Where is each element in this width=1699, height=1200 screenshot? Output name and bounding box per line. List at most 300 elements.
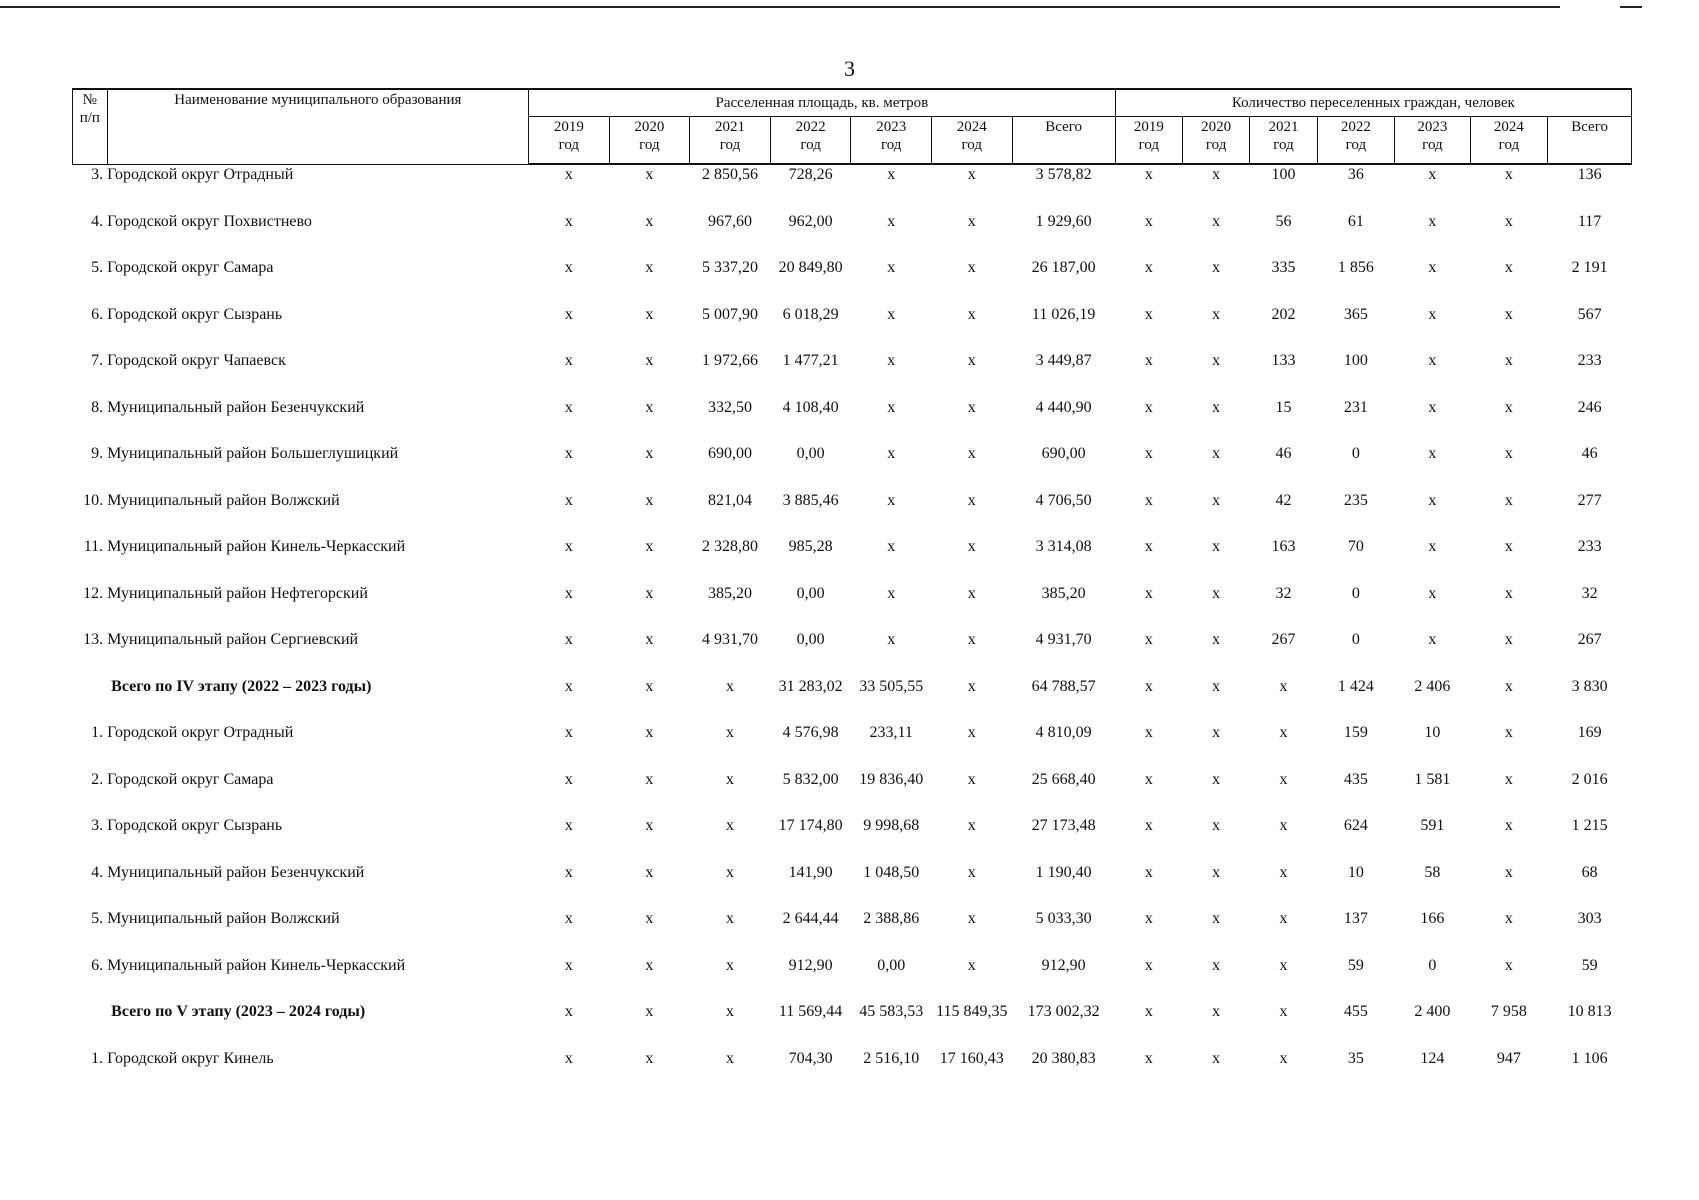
area-cell: х xyxy=(726,770,734,788)
area-cell: 4 440,90 xyxy=(1035,398,1092,416)
people-cell: х xyxy=(1504,584,1513,602)
people-cell: 246 xyxy=(1577,398,1602,416)
area-cell: 33 505,55 xyxy=(859,677,924,695)
header-area-total: Всего xyxy=(1012,117,1115,165)
table-row xyxy=(73,305,1632,352)
area-cell: х xyxy=(967,259,976,276)
area-cell: х xyxy=(645,770,654,788)
people-cell: 231 xyxy=(1343,398,1368,416)
people-cell: 435 xyxy=(1343,770,1368,788)
people-cell: х xyxy=(1212,910,1221,927)
people-cell: х xyxy=(1144,863,1153,881)
people-cell: 100 xyxy=(1343,352,1368,369)
area-cell: х xyxy=(967,910,976,927)
area-cell: 1 190,40 xyxy=(1035,863,1092,881)
table-row xyxy=(73,816,1632,863)
people-cell: 42 xyxy=(1275,491,1292,509)
header-area-year: 2024 год xyxy=(931,117,1012,165)
table-row xyxy=(73,1049,1632,1096)
people-cell: 32 xyxy=(1581,584,1598,602)
area-cell: 1 477,21 xyxy=(782,352,839,369)
people-cell: х xyxy=(1144,398,1153,416)
people-cell: 2 400 xyxy=(1414,1003,1451,1020)
people-cell: х xyxy=(1504,724,1513,741)
header-people-year: 2019 год xyxy=(1115,117,1182,165)
area-cell: 1 048,50 xyxy=(863,863,920,881)
row-number: 4. xyxy=(91,863,104,881)
municipality-name: Городской округ Отрадный xyxy=(107,165,294,183)
row-number: 10. xyxy=(83,491,104,509)
area-cell: х xyxy=(726,956,734,974)
people-cell: х xyxy=(1428,538,1437,555)
people-cell: 117 xyxy=(1577,212,1602,230)
area-cell: х xyxy=(887,305,896,323)
people-cell: х xyxy=(1212,305,1221,323)
area-cell: х xyxy=(887,445,896,462)
municipality-name: Всего по V этапу (2023 – 2024 годы) xyxy=(111,1003,366,1020)
area-cell: х xyxy=(645,817,654,834)
area-cell: х xyxy=(887,166,896,183)
people-cell: 35 xyxy=(1347,1049,1364,1067)
people-cell: х xyxy=(1428,305,1437,323)
people-cell: х xyxy=(1279,724,1288,741)
row-number: 4. xyxy=(91,212,104,230)
area-cell: 0,00 xyxy=(796,445,825,462)
people-cell: х xyxy=(1144,166,1153,183)
area-cell: 1 972,66 xyxy=(702,352,758,369)
row-number: 3. xyxy=(91,817,104,834)
area-cell: х xyxy=(726,677,734,695)
people-cell: 2 016 xyxy=(1571,770,1608,788)
area-cell: х xyxy=(887,352,896,369)
area-cell: х xyxy=(564,817,573,834)
people-cell: х xyxy=(1212,770,1221,788)
area-cell: х xyxy=(564,305,573,323)
people-cell: х xyxy=(1428,584,1437,602)
people-cell: х xyxy=(1428,631,1437,648)
area-cell: 4 576,98 xyxy=(782,724,839,741)
area-cell: х xyxy=(564,863,573,881)
area-cell: 25 668,40 xyxy=(1031,770,1096,788)
people-cell: 7 958 xyxy=(1490,1003,1527,1020)
area-cell: 27 173,48 xyxy=(1031,817,1096,834)
area-cell: х xyxy=(564,1049,573,1067)
people-cell: х xyxy=(1144,352,1153,369)
area-cell: х xyxy=(887,491,896,509)
resettlement-table xyxy=(72,88,1632,1095)
people-cell: 0 xyxy=(1351,631,1360,648)
municipality-name: Городской округ Чапаевск xyxy=(107,352,286,369)
municipality-name: Муниципальный район Кинель-Черкасский xyxy=(107,956,406,974)
header-people-year: 2024 год xyxy=(1470,117,1548,165)
municipality-name: Городской округ Самара xyxy=(107,259,274,276)
people-cell: х xyxy=(1504,305,1513,323)
area-cell: 912,90 xyxy=(788,956,833,974)
area-cell: 3 885,46 xyxy=(782,491,839,509)
area-cell: 2 516,10 xyxy=(863,1049,920,1067)
people-cell: 136 xyxy=(1577,166,1602,183)
people-cell: х xyxy=(1428,259,1437,276)
municipality-name: Муниципальный район Нефтегорский xyxy=(107,584,368,602)
area-cell: 141,90 xyxy=(788,863,833,881)
row-number: 3. xyxy=(91,165,104,183)
area-cell: 173 002,32 xyxy=(1027,1003,1100,1020)
people-cell: х xyxy=(1144,445,1153,462)
row-number: 11. xyxy=(83,538,104,555)
people-cell: х xyxy=(1279,817,1288,834)
people-cell: 166 xyxy=(1420,910,1445,927)
people-cell: 46 xyxy=(1275,445,1292,462)
people-cell: 2 406 xyxy=(1414,677,1451,695)
area-cell: х xyxy=(967,677,976,695)
people-cell: х xyxy=(1144,491,1153,509)
table-row xyxy=(73,863,1632,910)
people-cell: х xyxy=(1212,398,1221,416)
area-cell: х xyxy=(967,305,976,323)
municipality-name: Муниципальный район Безенчукский xyxy=(107,863,365,881)
top-rule xyxy=(0,6,1560,8)
municipality-name: Городской округ Похвистнево xyxy=(107,212,312,230)
area-cell: х xyxy=(887,631,896,648)
people-cell: 159 xyxy=(1343,724,1368,741)
area-cell: 26 187,00 xyxy=(1031,259,1096,276)
people-cell: х xyxy=(1212,631,1221,648)
people-cell: х xyxy=(1212,212,1221,230)
area-cell: х xyxy=(645,259,654,276)
table-row-total xyxy=(73,1002,1632,1049)
header-people-group: Количество переселенных граждан, человек xyxy=(1115,89,1631,117)
people-cell: 1 424 xyxy=(1337,677,1374,695)
people-cell: х xyxy=(1212,584,1221,602)
people-cell: 0 xyxy=(1428,956,1437,974)
people-cell: 133 xyxy=(1271,352,1296,369)
people-cell: 365 xyxy=(1343,305,1368,323)
table-row xyxy=(73,491,1632,538)
people-cell: х xyxy=(1504,863,1513,881)
area-cell: 385,20 xyxy=(708,584,752,602)
table-row xyxy=(73,444,1632,491)
people-cell: х xyxy=(1504,631,1513,648)
area-cell: 6 018,29 xyxy=(782,305,839,323)
area-cell: 385,20 xyxy=(1041,584,1086,602)
area-cell: х xyxy=(645,631,654,648)
header-area-year: 2019 год xyxy=(529,117,610,165)
area-cell: х xyxy=(564,259,573,276)
area-cell: х xyxy=(645,863,654,881)
people-cell: 58 xyxy=(1424,863,1441,881)
people-cell: х xyxy=(1279,677,1288,695)
people-cell: х xyxy=(1504,352,1513,369)
people-cell: 163 xyxy=(1271,538,1296,555)
row-number: 6. xyxy=(91,956,104,974)
area-cell: 9 998,68 xyxy=(863,817,920,834)
people-cell: х xyxy=(1212,538,1221,555)
area-cell: 3 578,82 xyxy=(1035,166,1092,183)
people-cell: х xyxy=(1504,212,1513,230)
municipality-name: Муниципальный район Большеглушицкий xyxy=(107,445,399,462)
area-cell: 2 850,56 xyxy=(702,166,758,183)
row-number: 8. xyxy=(91,398,104,416)
people-cell: 68 xyxy=(1581,863,1598,881)
header-area-year: 2023 год xyxy=(851,117,932,165)
header-people-year: 2021 год xyxy=(1250,117,1317,165)
area-cell: 11 026,19 xyxy=(1031,305,1096,323)
people-cell: х xyxy=(1428,166,1437,183)
people-cell: х xyxy=(1504,398,1513,416)
people-cell: х xyxy=(1144,538,1153,555)
table-row xyxy=(73,164,1632,212)
people-cell: х xyxy=(1428,445,1437,462)
area-cell: х xyxy=(967,584,976,602)
people-cell: 303 xyxy=(1577,910,1602,927)
area-cell: х xyxy=(564,677,573,695)
area-cell: х xyxy=(967,724,976,741)
people-cell: 56 xyxy=(1275,212,1292,230)
municipality-name: Городской округ Сызрань xyxy=(107,305,283,323)
area-cell: х xyxy=(645,910,654,927)
area-cell: х xyxy=(645,677,654,695)
row-number: 2. xyxy=(91,770,104,788)
area-cell: 4 931,70 xyxy=(702,631,758,648)
area-cell: х xyxy=(564,724,573,741)
area-cell: 4 810,09 xyxy=(1035,724,1092,741)
row-number: 6. xyxy=(91,305,104,323)
people-cell: 32 xyxy=(1275,584,1292,602)
people-cell: х xyxy=(1504,677,1513,695)
people-cell: х xyxy=(1428,352,1437,369)
row-number xyxy=(73,677,108,724)
people-cell: 335 xyxy=(1271,259,1296,276)
area-cell: х xyxy=(726,910,734,927)
area-cell: 1 929,60 xyxy=(1035,212,1092,230)
row-number: 5. xyxy=(91,910,104,927)
area-cell: 5 007,90 xyxy=(702,305,758,323)
people-cell: 0 xyxy=(1351,584,1360,602)
people-cell: 137 xyxy=(1343,910,1368,927)
area-cell: 3 449,87 xyxy=(1035,352,1092,369)
municipality-name: Городской округ Кинель xyxy=(107,1049,274,1067)
people-cell: х xyxy=(1212,1049,1221,1067)
people-cell: х xyxy=(1504,910,1513,927)
area-cell: 912,90 xyxy=(1041,956,1086,974)
people-cell: х xyxy=(1279,910,1288,927)
people-cell: х xyxy=(1144,817,1153,834)
people-cell: 0 xyxy=(1351,445,1360,462)
municipality-name: Городской округ Самара xyxy=(107,770,274,788)
row-number: 9. xyxy=(91,445,104,462)
area-cell: х xyxy=(967,863,976,881)
area-cell: х xyxy=(645,352,654,369)
area-cell: х xyxy=(645,1003,654,1020)
municipality-name: Муниципальный район Сергиевский xyxy=(107,631,359,648)
people-cell: 1 106 xyxy=(1571,1049,1608,1067)
area-cell: х xyxy=(564,631,573,648)
area-cell: 2 644,44 xyxy=(782,910,839,927)
people-cell: 267 xyxy=(1577,631,1602,648)
people-cell: х xyxy=(1504,259,1513,276)
people-cell: 591 xyxy=(1420,817,1445,834)
row-number: 5. xyxy=(91,259,104,276)
area-cell: х xyxy=(564,352,573,369)
top-rule-mark xyxy=(1620,6,1642,8)
area-cell: х xyxy=(726,863,734,881)
area-cell: 821,04 xyxy=(708,491,752,509)
people-cell: х xyxy=(1212,445,1221,462)
area-cell: 5 337,20 xyxy=(702,259,758,276)
municipality-name: Муниципальный район Безенчукский xyxy=(107,398,365,416)
area-cell: х xyxy=(564,1003,573,1020)
people-cell: х xyxy=(1212,863,1221,881)
people-cell: х xyxy=(1279,863,1288,881)
people-cell: х xyxy=(1504,956,1513,974)
area-cell: 17 174,80 xyxy=(778,817,843,834)
people-cell: х xyxy=(1212,259,1221,276)
people-cell: 624 xyxy=(1343,817,1368,834)
table-row xyxy=(73,351,1632,398)
area-cell: 20 849,80 xyxy=(778,259,843,276)
people-cell: 233 xyxy=(1577,538,1602,555)
row-number xyxy=(73,1002,108,1049)
area-cell: 4 931,70 xyxy=(1035,631,1092,648)
table-row xyxy=(73,212,1632,259)
area-cell: 728,26 xyxy=(788,166,833,183)
people-cell: х xyxy=(1504,166,1513,183)
area-cell: х xyxy=(967,445,976,462)
area-cell: х xyxy=(967,352,976,369)
row-number: 1. xyxy=(91,1049,104,1067)
area-cell: 985,28 xyxy=(788,538,833,555)
people-cell: х xyxy=(1144,305,1153,323)
table-row-total xyxy=(73,677,1632,724)
header-people-year: 2020 год xyxy=(1182,117,1249,165)
people-cell: х xyxy=(1212,677,1221,695)
people-cell: 947 xyxy=(1496,1049,1521,1067)
people-cell: х xyxy=(1144,724,1153,741)
people-cell: х xyxy=(1212,352,1221,369)
people-cell: х xyxy=(1279,956,1288,974)
area-cell: х xyxy=(564,166,573,183)
header-people-year: 2023 год xyxy=(1395,117,1470,165)
people-cell: х xyxy=(1279,770,1288,788)
table-row xyxy=(73,909,1632,956)
header-area-group: Расселенная площадь, кв. метров xyxy=(529,89,1116,117)
people-cell: 15 xyxy=(1275,398,1292,416)
people-cell: 567 xyxy=(1577,305,1602,323)
area-cell: 4 108,40 xyxy=(782,398,839,416)
municipality-name: Муниципальный район Кинель-Черкасский xyxy=(107,538,406,555)
header-people-year: 2022 год xyxy=(1317,117,1395,165)
table-row xyxy=(73,630,1632,677)
people-cell: х xyxy=(1212,491,1221,509)
municipality-name: Городской округ Сызрань xyxy=(107,817,283,834)
area-cell: 0,00 xyxy=(796,584,825,602)
people-cell: х xyxy=(1212,956,1221,974)
people-cell: 10 xyxy=(1347,863,1364,881)
area-cell: 115 849,35 xyxy=(936,1003,1008,1020)
people-cell: х xyxy=(1279,1003,1288,1020)
page-number: 3 xyxy=(844,56,855,81)
municipality-name: Всего по IV этапу (2022 – 2023 годы) xyxy=(111,677,372,695)
area-cell: х xyxy=(967,491,976,509)
area-cell: 967,60 xyxy=(708,212,752,230)
area-cell: 332,50 xyxy=(708,398,752,416)
people-cell: х xyxy=(1144,259,1153,276)
area-cell: х xyxy=(887,584,896,602)
header-area-year: 2020 год xyxy=(609,117,690,165)
area-cell: х xyxy=(645,491,654,509)
area-cell: х xyxy=(967,770,976,788)
table-row xyxy=(73,258,1632,305)
area-cell: х xyxy=(645,166,654,183)
area-cell: х xyxy=(645,445,654,462)
people-cell: х xyxy=(1144,770,1153,788)
people-cell: х xyxy=(1144,584,1153,602)
area-cell: х xyxy=(887,538,896,555)
people-cell: 3 830 xyxy=(1571,677,1608,695)
municipality-name: Муниципальный район Волжский xyxy=(107,910,340,927)
area-cell: х xyxy=(726,817,734,834)
people-cell: х xyxy=(1212,166,1221,183)
area-cell: 5 832,00 xyxy=(782,770,839,788)
people-cell: х xyxy=(1212,724,1221,741)
area-cell: х xyxy=(645,212,654,230)
area-cell: х xyxy=(645,956,654,974)
area-cell: 0,00 xyxy=(796,631,825,648)
area-cell: х xyxy=(887,398,896,416)
area-cell: 690,00 xyxy=(1041,445,1086,462)
area-cell: х xyxy=(967,538,976,555)
area-cell: х xyxy=(564,584,573,602)
row-number: 13. xyxy=(83,631,104,648)
people-cell: 169 xyxy=(1577,724,1602,741)
people-cell: х xyxy=(1279,1049,1288,1067)
people-cell: х xyxy=(1144,631,1153,648)
area-cell: 3 314,08 xyxy=(1035,538,1092,555)
people-cell: х xyxy=(1144,1003,1153,1020)
table-row xyxy=(73,956,1632,1003)
area-cell: 20 380,83 xyxy=(1031,1049,1096,1067)
area-cell: х xyxy=(726,1049,734,1067)
people-cell: х xyxy=(1504,817,1513,834)
area-cell: 31 283,02 xyxy=(778,677,843,695)
area-cell: х xyxy=(564,445,573,462)
area-cell: 0,00 xyxy=(877,956,906,974)
row-number: 1. xyxy=(91,724,104,741)
header-num: № п/п xyxy=(73,89,108,164)
area-cell: х xyxy=(645,724,654,741)
area-cell: х xyxy=(887,212,896,230)
people-cell: 10 xyxy=(1424,724,1441,741)
area-cell: 4 706,50 xyxy=(1035,491,1092,509)
people-cell: х xyxy=(1212,1003,1221,1020)
area-cell: х xyxy=(645,584,654,602)
area-cell: х xyxy=(967,398,976,416)
people-cell: 124 xyxy=(1420,1049,1445,1067)
people-cell: 277 xyxy=(1577,491,1602,509)
area-cell: х xyxy=(967,817,976,834)
people-cell: х xyxy=(1428,212,1437,230)
area-cell: 704,30 xyxy=(788,1049,833,1067)
people-cell: х xyxy=(1144,212,1153,230)
table-row xyxy=(73,398,1632,445)
people-cell: 46 xyxy=(1581,445,1598,462)
area-cell: 5 033,30 xyxy=(1035,910,1092,927)
row-number: 12. xyxy=(83,584,104,602)
area-cell: х xyxy=(645,538,654,555)
area-cell: 962,00 xyxy=(788,212,833,230)
people-cell: х xyxy=(1144,956,1153,974)
people-cell: 2 191 xyxy=(1571,259,1608,276)
